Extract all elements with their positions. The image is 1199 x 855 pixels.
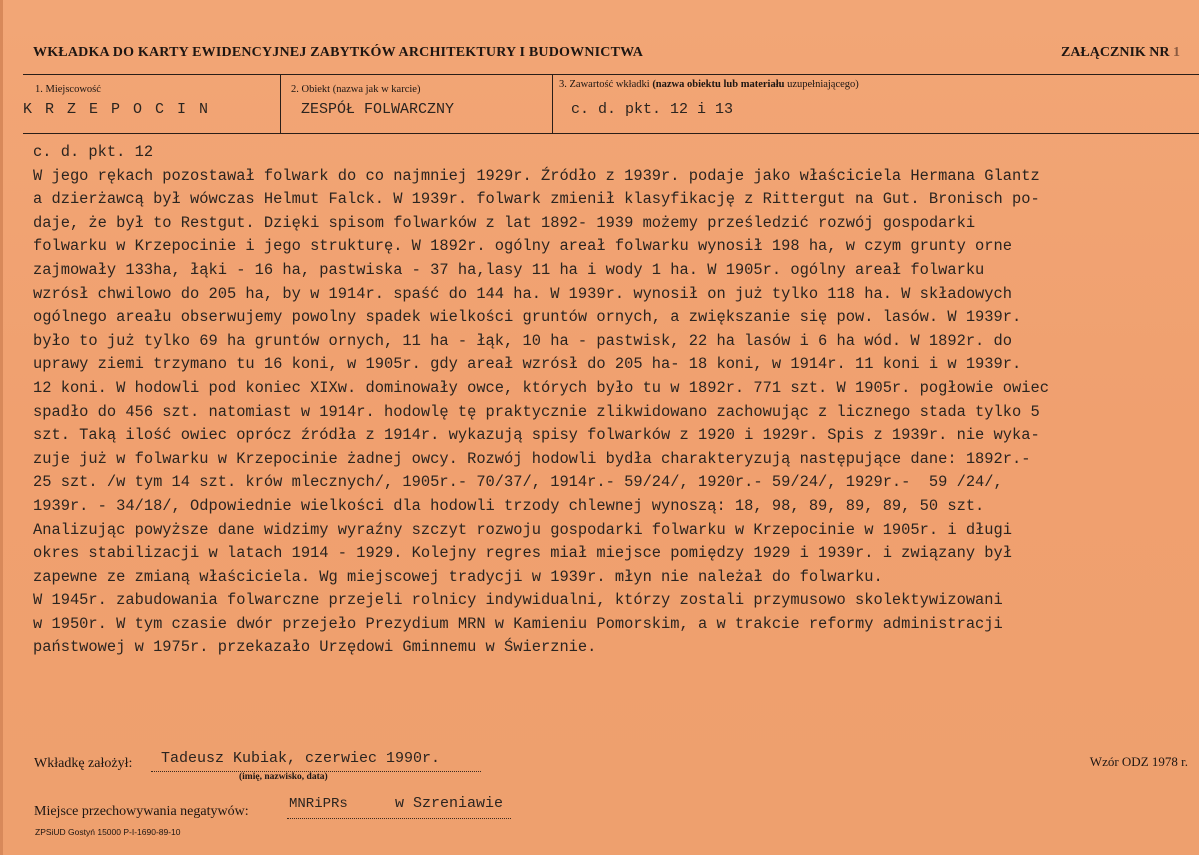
grid-divider-2	[552, 74, 553, 133]
form-version: Wzór ODZ 1978 r.	[1089, 754, 1188, 769]
grid-bottom-rule	[23, 133, 1199, 134]
text-line: spadło do 456 szt. natomiast w 1914r. hodowlę tę praktycznie zlikwidowano zachowując z licznego stada tylko 5	[33, 402, 1040, 421]
text-line: uprawy ziemi trzymano tu 16 koni, w 1905r. gdy areał wzrósł do 205 ha- 18 koni, w 1914r. 11 koni i w 1939r.	[33, 355, 1022, 374]
text-line: w 1950r. W tym czasie dwór przejeło Prezydium MRN w Kamieniu Pomorskim, a w trakcie reformy administracji	[33, 614, 1003, 633]
contents-label-suffix: uzupełniającego)	[787, 79, 859, 90]
text-line: 25 szt. /w tym 14 szt. krów mlecznych/, 1905r.- 70/37/, 1914r.- 59/24/, 1920r.- 59/24/, 1929r.- 59 /24/,	[33, 473, 1003, 492]
grid-divider-1	[280, 74, 281, 133]
text-line: W 1945r. zabudowania folwarczne przejeli rolnicy indywidualni, którzy zostali przymusowo skolektywizowani	[33, 591, 1003, 610]
object-value: ZESPÓŁ FOLWARCZNY	[301, 101, 455, 118]
annex-label: ZAŁĄCZNIK NR	[1060, 45, 1170, 60]
text-line: okres stabilizacji w latach 1914 - 1929. Kolejny regres miał miejsce pomiędzy 1929 i 1939r. i związany był	[33, 544, 1013, 563]
text-line: było to już tylko 69 ha gruntów ornych, 11 ha - łąk, 10 ha - pastwisk, 22 ha lasów i 6 ha wód. W 1892r. do	[33, 331, 1013, 350]
text-line: wzrósł chwilowo do 205 ha, by w 1914r. spaść do 144 ha. W 1939r. wynosił on już tylko 118 ha. W składowych	[33, 284, 1013, 303]
negatives-value: w Szreniawie	[395, 795, 504, 812]
negatives-label: Miejsce przechowywania negatywów:	[34, 804, 249, 819]
negatives-stamp: MNRiPRs	[289, 796, 348, 812]
locality-value: K R Z E P O C I N	[23, 101, 211, 118]
text-line: 1939r. - 34/18/, Odpowiednie wielkości dla hodowli trzody chlewnej wynoszą: 18, 98, 89, 89, 89, 50 szt.	[33, 496, 985, 515]
text-line: szt. Taką ilość owiec oprócz źródła z 1914r. wykazują spisy folwarków z 1920 i 1929r. Spis z 1939r. nie wyka-	[33, 426, 1040, 445]
text-line: folwarku w Krzepocinie i jego strukturę. W 1892r. ogólny areał folwarku wynosił 198 ha, w czym grunty orne	[33, 237, 1013, 256]
text-line: a dzierżawcą był wówczas Helmut Falck. W 1939r. folwark zmienił klasyfikację z Rittergut na Gut. Bronisch po-	[33, 190, 1040, 209]
locality-label: 1. Miejscowość	[35, 84, 101, 95]
text-line: W jego rękach pozostawał folwark do co najmniej 1929r. Źródło z 1939r. podaje jako właściciela Hermana Glantz	[33, 166, 1040, 185]
typed-description	[33, 141, 1193, 660]
grid-top-rule	[23, 74, 1199, 75]
object-label: 2. Obiekt (nazwa jak w karcie)	[291, 84, 421, 95]
text-line: państwowej w 1975r. przekazało Urzędowi Gminnemu w Świerznie.	[33, 638, 597, 657]
text-line: 12 koni. W hodowli pod koniec XIXw. dominowały owce, których było tu w 1892r. 771 szt. W 1905r. pogłowie owiec	[33, 378, 1049, 397]
text-line: zajmowały 133ha, łąki - 16 ha, pastwiska - 37 ha,lasy 11 ha i wody 1 ha. W 1905r. ogólny areał folwarku	[33, 260, 985, 279]
negatives-dotted-line	[287, 818, 511, 819]
author-label: Wkładkę założył:	[34, 756, 133, 771]
text-line: daje, że był to Restgut. Dzięki spisom folwarków z lat 1892- 1939 możemy prześledzić rozwój gospodarki	[33, 213, 976, 232]
contents-value: c. d. pkt. 12 i 13	[571, 101, 734, 118]
contents-label-bold: (nazwa obiektu lub materiału	[652, 79, 785, 90]
text-line: zuje już w folwarku w Krzepocinie żadnej owcy. Rozwój hodowli bydła charakteryzują następujące dane: 1892r.-	[33, 449, 1031, 468]
contents-label	[559, 79, 859, 90]
text-line: Analizując powyższe dane widzimy wyraźny szczyt rozwoju gospodarki folwarku w Krzepocinie w 1905r. i długi	[33, 520, 1013, 539]
author-caption: (imię, nazwisko, data)	[239, 772, 328, 782]
contents-label-prefix: 3. Zawartość wkładki	[559, 79, 650, 90]
form-title: WKŁADKA DO KARTY EWIDENCYJNEJ ZABYTKÓW ARCHITEKTURY I BUDOWNICTWA	[33, 45, 644, 60]
text-line: ogólnego areału obserwujemy powolny spadek wielkości gruntów ornych, a zwiększanie się pow. lasów. W 1939r.	[33, 308, 1022, 327]
print-code: ZPSiUD Gostyń 15000 P-I-1690-89-10	[35, 827, 181, 837]
text-line: c. d. pkt. 12	[33, 143, 154, 161]
author-value: Tadeusz Kubiak, czerwiec 1990r.	[161, 750, 441, 767]
annex-number	[1061, 45, 1180, 61]
annex-number-value: 1	[1173, 45, 1180, 60]
text-line: zapewne ze zmianą właściciela. Wg miejscowej tradycji w 1939r. młyn nie należał do folwarku.	[33, 567, 883, 586]
